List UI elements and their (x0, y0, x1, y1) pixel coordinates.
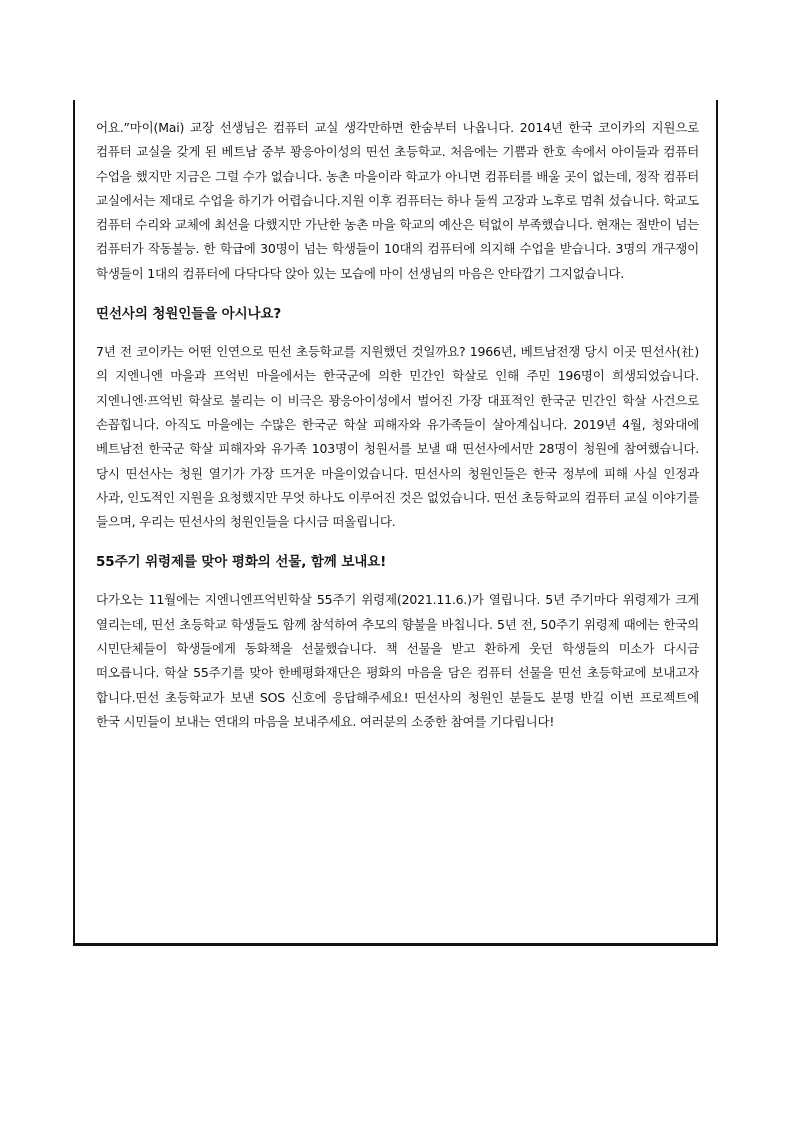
body-paragraph-computer-classroom: 어요.”마이(Mai) 교장 선생님은 컴퓨터 교실 생각만하면 한숨부터 나옵니다. 2014년 한국 코이카의 지원으로 컴퓨터 교실을 갖게 된 베트남 중부 꽝응아이성의 띤선 초등학교. 처음에는 기쁨과 한호 속에서 아이들과 컴퓨터 수업을 했지만 지금은 그럴 수가 없습니다. 농촌 마을이라 학교가 아니면 컴퓨터를 배울 곳이 없는데, 정작 컴퓨터 교실에서는 제대로 수업을 하기가 어렵습니다.지원 이후 컴퓨터는 하나 둘씩 고장과 노후로 멈춰 섰습니다. 학교도 컴퓨터 수리와 교체에 최선을 다했지만 가난한 농촌 마을 학교의 예산은 턱없이 부족했습니다. 현재는 절반이 넘는 컴퓨터가 작동불능. 한 학급에 30명이 넘는 학생들이 10대의 컴퓨터에 의지해 수업을 받습니다. 3명의 개구쟁이 학생들이 1대의 컴퓨터에 다닥다닥 앉아 있는 모습에 마이 선생님의 마음은 안타깝기 그지없습니다. (96, 120, 699, 281)
section-heading-petitioners: 띤선사의 청원인들을 아시나요? (96, 306, 282, 323)
body-paragraph-petitioners: 7년 전 코이카는 어떤 인연으로 띤선 초등학교를 지원했던 것일까요? 1966년, 베트남전쟁 당시 이곳 띤선사(社)의 지엔니엔 마을과 프억빈 마을에서는 한국군에 의한 민간인 학살로 인해 주민 196명이 희생되었습니다. 지엔니엔·프억빈 학살로 불리는 이 비극은 꽝응아이성에서 벌어진 가장 대표적인 한국군 민간인 학살 사건으로 손꼽힙니다. 아직도 마을에는 수많은 한국군 학살 피해자와 유가족들이 살아계십니다. 2019년 4월, 청와대에 베트남전 한국군 학살 피해자와 유가족 103명이 청원서를 보낼 때 띤선사에서만 28명이 청원에 참여했습니다. 당시 띤선사는 청원 열기가 가장 뜨거운 마을이었습니다. 띤선사의 청원인들은 한국 정부에 피해 사실 인정과 사과, 인도적인 지원을 요청했지만 무엇 하나도 이루어진 것은 없었습니다. 띤선 초등학교의 컴퓨터 교실 이야기를 들으며, 우리는 띤선사의 청원인들을 다시금 떠올립니다. (96, 344, 699, 530)
section-heading-memorial: 55주기 위령제를 맞아 평화의 선물, 함께 보내요! (96, 554, 387, 571)
document-body (96, 116, 699, 734)
body-paragraph-memorial: 다가오는 11월에는 지엔니엔프억빈학살 55주기 위령제(2021.11.6.)가 열립니다. 5년 주기마다 위령제가 크게 열리는데, 띤선 초등학교 학생들도 함께 참석하여 추모의 향불을 바칩니다. 5년 전, 50주기 위령제 때에는 한국의 시민단체들이 학생들에게 동화책을 선물했습니다. 책 선물을 받고 환하게 웃던 학생들의 미소가 다시금 떠오릅니다. 학살 55주기를 맞아 한베평화재단은 평화의 마음을 담은 컴퓨터 선물을 띤선 초등학교에 보내고자 합니다.띤선 초등학교가 보낸 SOS 신호에 응답해주세요! 띤선사의 청원인 분들도 분명 반길 이번 프로젝트에 한국 시민들이 보내는 연대의 마음을 보내주세요. 여러분의 소중한 참여를 기다립니다! (96, 592, 699, 729)
